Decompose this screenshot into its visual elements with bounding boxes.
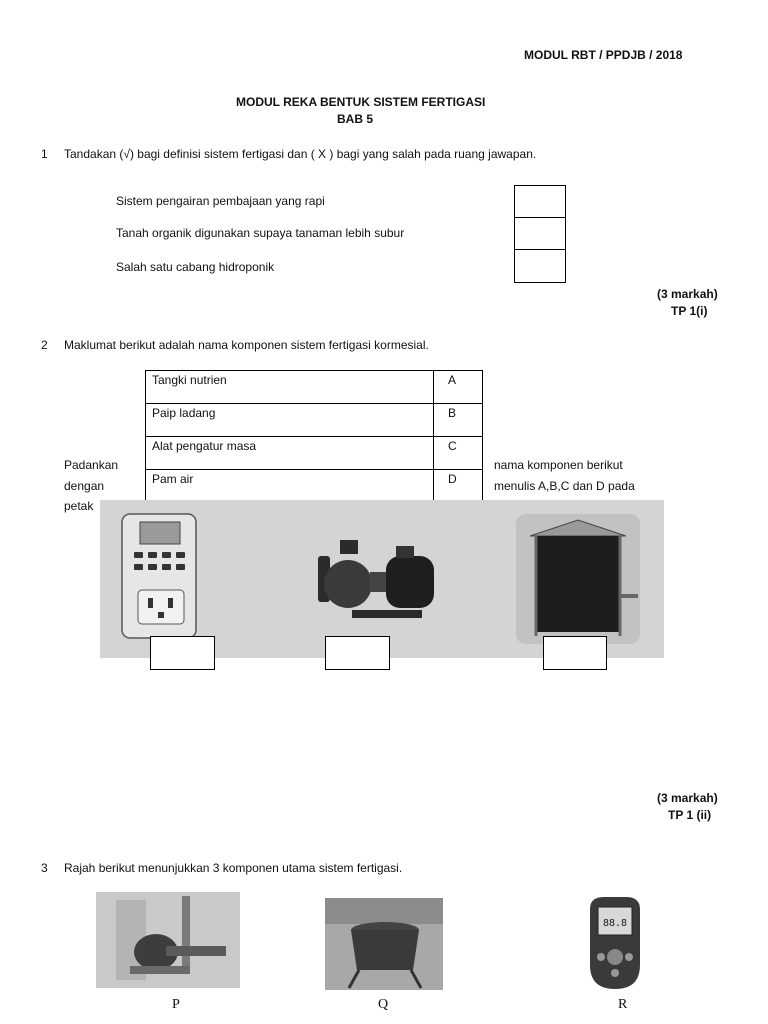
component-name: Pam air	[146, 470, 434, 503]
q1-statement: Salah satu cabang hidroponik	[116, 260, 275, 274]
q2-tp: TP 1 (ii)	[668, 808, 712, 822]
figure-label-q: Q	[378, 997, 389, 1012]
table-row	[146, 437, 483, 470]
figure-r-image	[584, 895, 646, 991]
q2-answer-box[interactable]	[325, 636, 390, 670]
q2-answer-box[interactable]	[543, 636, 607, 670]
table-row	[146, 404, 483, 437]
component-name: Tangki nutrien	[146, 371, 434, 404]
component-name: Paip ladang	[146, 404, 434, 437]
component-letter: C	[434, 437, 483, 470]
module-reference: MODUL RBT / PPDJB / 2018	[524, 48, 683, 62]
q2-left-text: dengan	[64, 479, 105, 493]
figure-q-image	[325, 898, 443, 990]
q2-marks: (3 markah)	[657, 791, 718, 805]
table-row	[146, 470, 483, 503]
component-letter: D	[434, 470, 483, 503]
q2-instruction: Maklumat berikut adalah nama komponen sistem fertigasi kormesial.	[64, 338, 429, 352]
table-row	[146, 371, 483, 404]
q2-left-text: Padankan	[64, 458, 119, 472]
component-photos	[100, 500, 664, 658]
q2-answer-box[interactable]	[150, 636, 215, 670]
pump-image	[312, 536, 442, 628]
component-name: Alat pengatur masa	[146, 437, 434, 470]
q3-instruction: Rajah berikut menunjukkan 3 komponen utama sistem fertigasi.	[64, 861, 403, 875]
component-table	[145, 370, 483, 503]
q2-right-text: nama komponen berikut	[494, 458, 623, 472]
component-letter: B	[434, 404, 483, 437]
q1-answer-box[interactable]	[514, 185, 566, 218]
q1-number: 1	[41, 147, 48, 161]
q1-tp: TP 1(i)	[671, 304, 708, 318]
figure-label-r: R	[618, 997, 628, 1012]
q1-statement: Sistem pengairan pembajaan yang rapi	[116, 194, 325, 208]
q1-answer-box[interactable]	[514, 249, 566, 283]
q2-left-text: petak	[64, 499, 94, 513]
q1-statement: Tanah organik digunakan supaya tanaman lebih subur	[116, 226, 405, 240]
q1-instruction: Tandakan (√) bagi definisi sistem fertigasi dan ( X ) bagi yang salah pada ruang jawapan.	[64, 147, 537, 161]
q2-number: 2	[41, 338, 48, 352]
q1-marks: (3 markah)	[657, 287, 718, 301]
figure-p-image	[96, 892, 240, 988]
q3-number: 3	[41, 861, 48, 875]
timer-image	[118, 512, 202, 640]
svg-text:88.8: 88.8	[602, 918, 628, 929]
q2-right-text: menulis A,B,C dan D pada	[494, 479, 635, 493]
page-title: MODUL REKA BENTUK SISTEM FERTIGASI	[236, 95, 486, 109]
tank-image	[516, 514, 640, 644]
figure-label-p: P	[172, 997, 180, 1012]
component-letter: A	[434, 371, 483, 404]
q1-answer-box[interactable]	[514, 217, 566, 250]
chapter-label: BAB 5	[337, 112, 374, 126]
